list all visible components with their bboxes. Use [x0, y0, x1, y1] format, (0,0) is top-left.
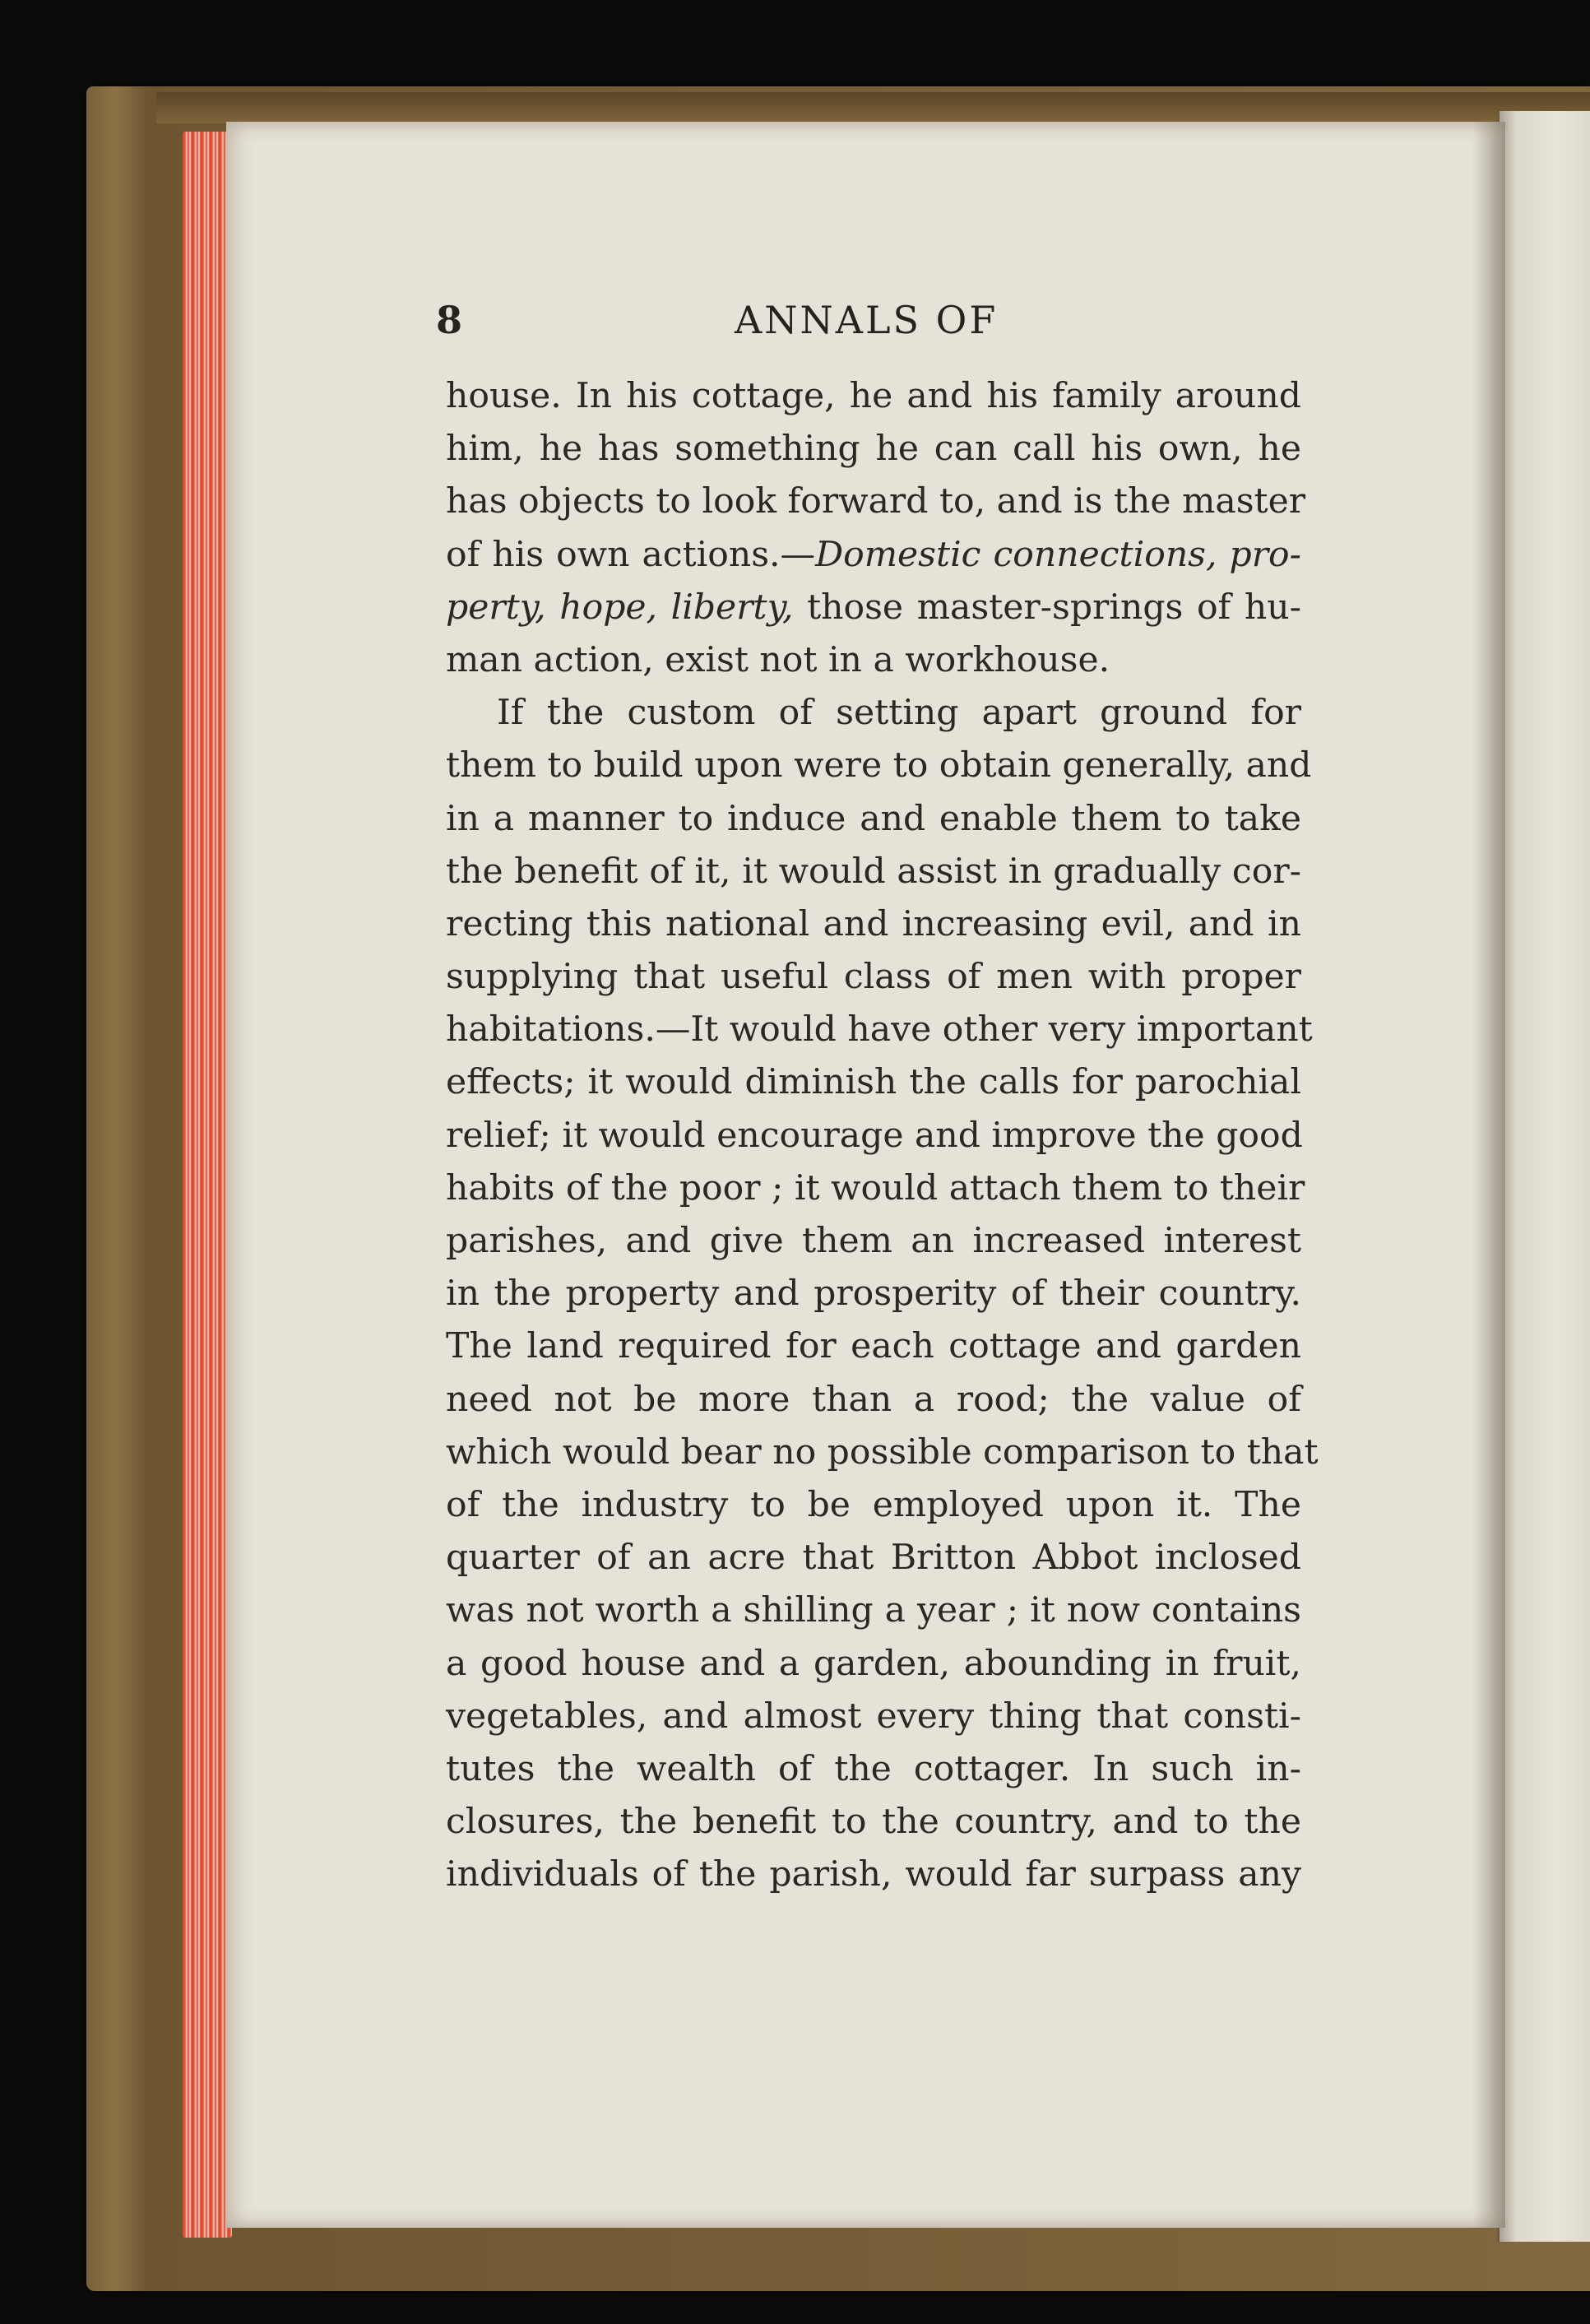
text-line: parishes, and give them an increased interest	[446, 1221, 1301, 1261]
text-line: in the property and prosperity of their country.	[446, 1273, 1301, 1315]
text-line: relief; it would encourage and improve the good	[446, 1115, 1303, 1156]
text-line: closures, the benefit to the country, and to the	[446, 1802, 1301, 1843]
body-text	[446, 370, 1319, 1901]
text-line: supplying that useful class of men with proper	[446, 957, 1301, 998]
text-run: of his own actions.—	[446, 534, 816, 575]
text-line: was not worth a shilling a year ; it now contains	[446, 1590, 1301, 1631]
text-line: man action, exist not in a workhouse.	[446, 639, 1110, 680]
page-header	[436, 298, 1300, 347]
text-line	[446, 582, 1301, 634]
text-line: tutes the wealth of the cottager. In such in-	[446, 1748, 1301, 1789]
text-line: individuals of the parish, would far surpass any	[446, 1854, 1301, 1895]
red-page-edges	[183, 132, 232, 2238]
italic-run: Domestic connections, pro-	[815, 534, 1301, 575]
italic-run: perty, hope, liberty,	[446, 587, 794, 628]
running-title: ANNALS OF	[735, 298, 999, 342]
text-line: which would bear no possible comparison to that	[446, 1431, 1319, 1473]
text-line: effects; it would diminish the calls for parochial	[446, 1062, 1301, 1103]
facing-page-edge	[1497, 111, 1590, 2242]
text-line: habitations.—It would have other very important	[446, 1009, 1313, 1051]
text-line: him, he has something he can call his own, he	[446, 429, 1301, 470]
text-line: a good house and a garden, abounding in fruit,	[446, 1643, 1301, 1684]
text-line: vegetables, and almost every thing that consti-	[446, 1695, 1301, 1737]
text-line: habits of the poor ; it would attach them to their	[446, 1167, 1305, 1208]
gutter-shadow	[1472, 122, 1505, 2228]
cover-top-edge	[156, 92, 1590, 123]
text-line: the benefit of it, it would assist in gradually cor-	[446, 851, 1301, 892]
text-line: need not be more than a rood; the value of	[446, 1379, 1301, 1420]
text-line: If the custom of setting apart ground for	[497, 693, 1301, 734]
text-run: those master-springs of hu-	[793, 587, 1301, 628]
text-line: them to build upon were to obtain generally, and	[446, 745, 1312, 786]
text-line: house. In his cottage, he and his family around	[446, 376, 1301, 416]
text-line	[446, 529, 1301, 582]
text-line: of the industry to be employed upon it. The	[446, 1484, 1301, 1525]
text-line: has objects to look forward to, and is the master	[446, 481, 1306, 522]
text-line: The land required for each cottage and garden	[446, 1326, 1301, 1367]
text-line: in a manner to induce and enable them to take	[446, 798, 1301, 839]
text-line: recting this national and increasing evil, and in	[446, 903, 1301, 944]
text-line: quarter of an acre that Britton Abbot inclosed	[446, 1538, 1301, 1579]
page-number: 8	[436, 298, 463, 342]
